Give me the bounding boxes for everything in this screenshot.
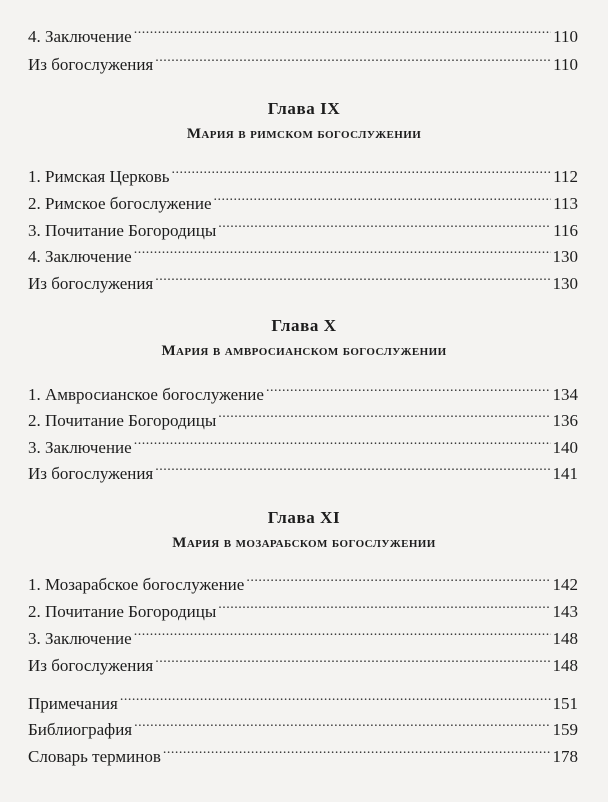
dot-leader	[266, 380, 551, 400]
toc-entry-title: Из богослужения	[28, 464, 154, 483]
dot-leader	[155, 459, 550, 479]
toc-entry-title: 3. Заключение	[28, 438, 132, 457]
dot-leader	[134, 22, 551, 42]
toc-entry-title: Из богослужения	[28, 55, 154, 74]
dot-leader	[134, 242, 551, 262]
toc-entry-title: 4. Заключение	[28, 27, 132, 46]
chapter-label: Глава X	[271, 316, 337, 335]
dot-leader	[134, 715, 550, 735]
toc-entry-page: 141	[552, 464, 578, 483]
toc-entry	[28, 189, 578, 214]
toc-entry-page: 110	[553, 27, 578, 46]
chapter-label: Глава IX	[267, 99, 341, 118]
chapter-title: Мария в мозарабском богослужении	[172, 535, 436, 551]
chapter-title: Мария в римском богослужении	[186, 126, 422, 142]
dot-leader	[218, 216, 551, 236]
dot-leader	[134, 624, 551, 644]
toc-entry	[28, 216, 578, 241]
toc-entry	[28, 242, 578, 267]
toc-entry	[28, 597, 578, 622]
dot-leader	[214, 189, 552, 209]
toc-entry	[28, 22, 578, 47]
toc-entry	[28, 380, 578, 405]
toc-entry-page: 130	[552, 274, 578, 293]
toc-entry-title: 3. Заключение	[28, 629, 132, 648]
toc-entry	[28, 269, 578, 294]
toc-entry	[28, 406, 578, 431]
toc-entry	[28, 570, 578, 595]
toc-entry-title: 1. Амвросианское богослужение	[28, 385, 264, 404]
dot-leader	[171, 162, 551, 182]
chapter-label: Глава XI	[267, 508, 341, 527]
dot-leader	[155, 269, 550, 289]
toc-entry-page: 148	[552, 629, 578, 648]
toc-entry	[28, 459, 578, 484]
toc-entry-title: Из богослужения	[28, 274, 154, 293]
toc-entry-page: 110	[553, 55, 578, 74]
toc-entry-title: Словарь терминов	[28, 747, 161, 766]
toc-entry-title: Из богослужения	[28, 656, 154, 675]
dot-leader	[218, 406, 550, 426]
toc-entry-page: 112	[553, 167, 578, 186]
toc-entry-page: 140	[552, 438, 578, 457]
chapter-title: Мария в амвросианском богослужении	[161, 343, 447, 359]
toc-entry-title: 4. Заключение	[28, 247, 132, 266]
toc-entry-title: 2. Почитание Богородицы	[28, 602, 217, 621]
toc-entry-page: 130	[552, 247, 578, 266]
toc-entry-page: 116	[553, 221, 578, 240]
dot-leader	[163, 742, 551, 762]
dot-leader	[120, 689, 551, 709]
toc-entry-title: 1. Римская Церковь	[28, 167, 170, 186]
dot-leader	[134, 433, 551, 453]
toc-entry-page: 151	[552, 694, 578, 713]
toc-entry	[28, 50, 578, 75]
toc-entry-page: 159	[552, 720, 578, 739]
toc-entry	[28, 624, 578, 649]
toc-entry	[28, 742, 578, 767]
dot-leader	[155, 50, 551, 70]
toc-entry-page: 178	[552, 747, 578, 766]
toc-entry-page: 143	[552, 602, 578, 621]
toc-entry-title: 1. Мозарабское богослужение	[28, 575, 245, 594]
toc-entry-title: 2. Римское богослужение	[28, 194, 212, 213]
dot-leader	[246, 570, 550, 590]
dot-leader	[218, 597, 550, 617]
toc-entry-page: 136	[552, 411, 578, 430]
dot-leader	[155, 651, 550, 671]
toc-entry	[28, 689, 578, 714]
toc-entry-page: 142	[552, 575, 578, 594]
toc-entry	[28, 715, 578, 740]
toc-entry	[28, 162, 578, 187]
toc-entry-page: 134	[552, 385, 578, 404]
toc-entry	[28, 651, 578, 676]
toc-entry-title: Библиография	[28, 720, 133, 739]
toc-entry-title: Примечания	[28, 694, 118, 713]
toc-entry	[28, 433, 578, 458]
toc-entry-title: 3. Почитание Богородицы	[28, 221, 217, 240]
toc-entry-page: 113	[553, 194, 578, 213]
toc-entry-title: 2. Почитание Богородицы	[28, 411, 217, 430]
toc-entry-page: 148	[552, 656, 578, 675]
